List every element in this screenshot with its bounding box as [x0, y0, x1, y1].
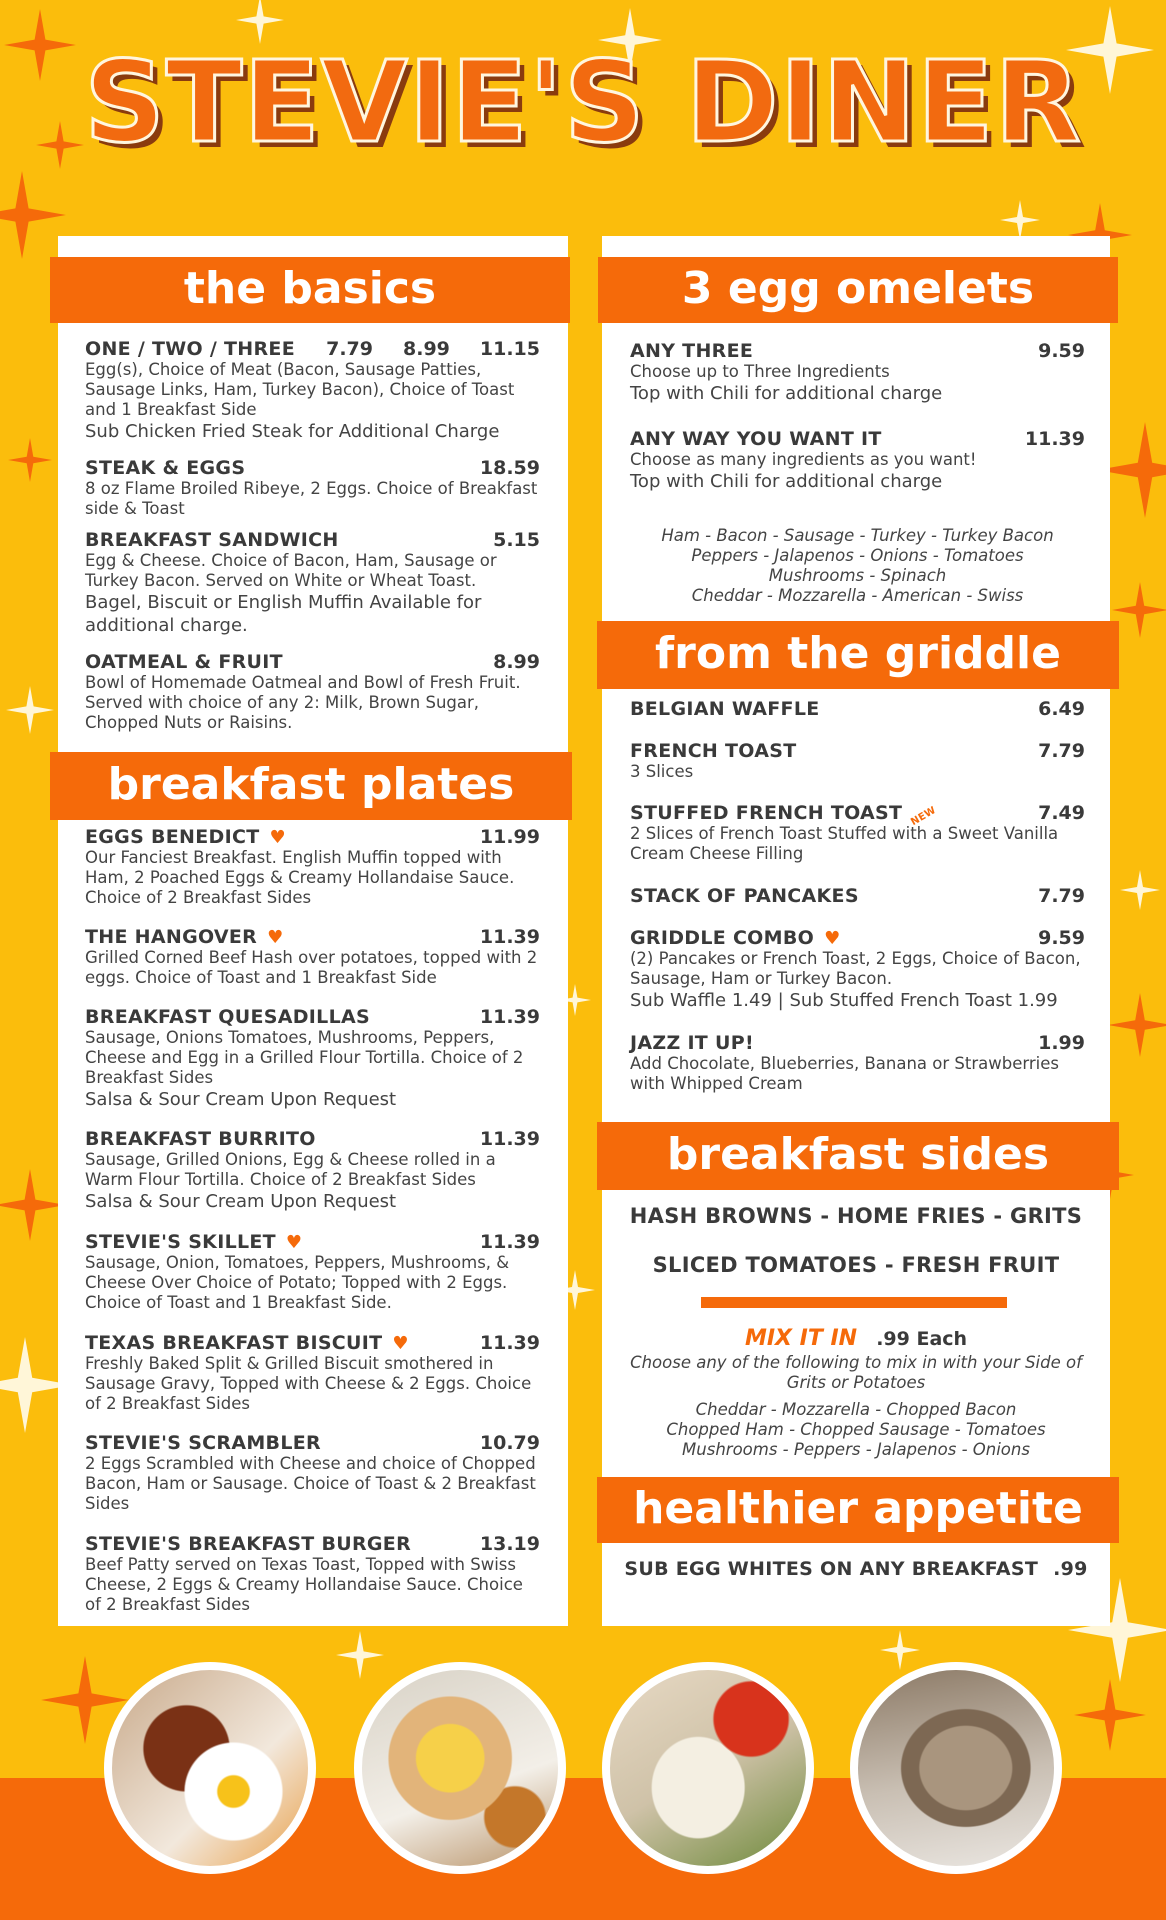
menu-item-griddle-combo — [630, 927, 1085, 1012]
healthier-text: SUB EGG WHITES ON ANY BREAKFAST — [624, 1558, 1039, 1580]
plates-header: breakfast plates — [50, 752, 572, 820]
menu-item-breakfast-quesadillas — [85, 1006, 540, 1111]
menu-item-steak-eggs — [85, 457, 540, 519]
item-description: Sausage, Grilled Onions, Egg & Cheese rolled in a Warm Flour Tortilla. Choice of 2 Breakfast Sides — [85, 1150, 496, 1189]
item-price-three: 11.15 — [479, 338, 540, 360]
item-note: Top with Chili for additional charge — [630, 471, 943, 492]
item-price: 9.59 — [1038, 340, 1085, 362]
item-description: 8 oz Flame Broiled Ribeye, 2 Eggs. Choice of Breakfast side & Toast — [85, 479, 538, 518]
item-price: 11.39 — [479, 1006, 540, 1028]
mix-it-in-title: MIX IT IN — [744, 1326, 858, 1351]
item-price: 9.59 — [1038, 927, 1085, 949]
healthier-price: .99 — [1053, 1558, 1088, 1580]
new-badge: NEW — [909, 804, 939, 829]
item-description: Sausage, Onion, Tomatoes, Peppers, Mushrooms, & Cheese Over Choice of Potato; Topped with 2 Eggs. Choice of Toast and 1 Breakfast Side. — [85, 1253, 510, 1312]
item-note: Salsa & Sour Cream Upon Request — [85, 1089, 397, 1110]
item-name: JAZZ IT UP! — [630, 1032, 754, 1054]
griddle-header: from the griddle — [597, 621, 1119, 689]
menu-item-any-way-you-want-it — [630, 428, 1085, 493]
item-note: Sub Waffle 1.49 | Sub Stuffed French Toast 1.99 — [630, 990, 1058, 1011]
item-note: Sub Chicken Fried Steak for Additional Charge — [85, 421, 500, 442]
item-description: Choose up to Three Ingredients — [630, 362, 890, 381]
sides-line-2: SLICED TOMATOES - FRESH FRUIT — [652, 1253, 1060, 1277]
item-description: Freshly Baked Split & Grilled Biscuit smothered in Sausage Gravy, Topped with Cheese & 2 Eggs. Choice of 2 Breakfast Sides — [85, 1354, 532, 1413]
breakfast-sandwich-photo — [354, 1662, 566, 1874]
mix-item-line: Cheddar - Mozzarella - Chopped Bacon — [695, 1400, 1017, 1419]
menu-item-stevies-breakfast-burger — [85, 1533, 540, 1615]
menu-item-eggs-benedict — [85, 826, 540, 908]
healthier-header: healthier appetite — [597, 1477, 1119, 1543]
sides-header: breakfast sides — [597, 1122, 1119, 1190]
menu-item-breakfast-burrito — [85, 1128, 540, 1213]
item-name: STEVIE'S SKILLET — [85, 1231, 276, 1253]
mix-it-in-heading — [602, 1326, 1110, 1351]
item-name: ANY THREE — [630, 340, 754, 362]
item-price: 11.39 — [479, 1231, 540, 1253]
item-description: (2) Pancakes or French Toast, 2 Eggs, Choice of Bacon, Sausage, Ham or Turkey Bacon. — [630, 949, 1081, 988]
menu-item-texas-breakfast-biscuit — [85, 1332, 540, 1414]
menu-item-french-toast — [630, 740, 1085, 782]
healthier-line — [602, 1558, 1110, 1580]
item-name: STACK OF PANCAKES — [630, 885, 859, 907]
item-name: BELGIAN WAFFLE — [630, 698, 820, 720]
item-name: BREAKFAST SANDWICH — [85, 529, 339, 551]
item-name: STEAK & EGGS — [85, 457, 246, 479]
menu-item-oatmeal-fruit — [85, 651, 540, 733]
menu-item-any-three — [630, 340, 1085, 405]
heart-icon: ♥ — [269, 827, 286, 848]
item-description: Add Chocolate, Blueberries, Banana or Strawberries with Whipped Cream — [630, 1054, 1059, 1093]
item-description: Our Fanciest Breakfast. English Muffin topped with Ham, 2 Poached Eggs & Creamy Hollandaise Sauce. Choice of 2 Breakfast Sides — [85, 848, 515, 907]
item-price: 7.79 — [1038, 740, 1085, 762]
ingredient-line: Peppers - Jalapenos - Onions - Tomatoes — [691, 546, 1024, 565]
mix-item-line: Chopped Ham - Chopped Sausage - Tomatoes — [666, 1420, 1046, 1439]
item-name: THE HANGOVER — [85, 926, 258, 948]
item-price: 11.39 — [1024, 428, 1085, 450]
bacon-eggs-photo — [104, 1662, 316, 1874]
item-price: 8.99 — [493, 651, 540, 673]
item-price: 13.19 — [479, 1533, 540, 1555]
item-price: 10.79 — [479, 1432, 540, 1454]
item-price: 11.39 — [479, 1128, 540, 1150]
item-name: STEVIE'S BREAKFAST BURGER — [85, 1533, 412, 1555]
item-name: OATMEAL & FRUIT — [85, 651, 283, 673]
menu-item-the-hangover — [85, 926, 540, 988]
item-price: 11.39 — [479, 1332, 540, 1354]
item-name: GRIDDLE COMBO — [630, 927, 815, 949]
diner-title: STEVIE'S DINER — [84, 38, 1082, 168]
divider — [701, 1297, 1007, 1308]
menu-item-stevies-skillet — [85, 1231, 540, 1313]
mix-it-in-price: .99 Each — [876, 1328, 968, 1350]
item-price: 1.99 — [1038, 1032, 1085, 1054]
sides-line-1: HASH BROWNS - HOME FRIES - GRITS — [629, 1204, 1083, 1228]
heart-icon: ♥ — [285, 1232, 303, 1253]
ingredient-line: Ham - Bacon - Sausage - Turkey - Turkey Bacon — [661, 526, 1054, 545]
menu-item-belgian-waffle — [630, 698, 1085, 720]
item-name: BREAKFAST QUESADILLAS — [85, 1006, 370, 1028]
item-name: ANY WAY YOU WANT IT — [630, 428, 882, 450]
menu-item-stevies-scrambler — [85, 1432, 540, 1514]
item-name: ONE / TWO / THREE — [85, 338, 295, 360]
heart-icon: ♥ — [824, 928, 841, 949]
item-note: Top with Chili for additional charge — [630, 383, 943, 404]
item-name: EGGS BENEDICT — [85, 826, 260, 848]
item-price: 11.99 — [479, 826, 540, 848]
item-price: 5.15 — [493, 529, 540, 551]
item-note: Bagel, Biscuit or English Muffin Available for additional charge. — [85, 592, 482, 636]
item-name: TEXAS BREAKFAST BISCUIT — [85, 1332, 383, 1354]
omelets-header: 3 egg omelets — [598, 257, 1118, 323]
item-description: Grilled Corned Beef Hash over potatoes, topped with 2 eggs. Choice of Toast and 1 Breakfast Side — [85, 948, 538, 987]
item-price-one: 7.79 — [326, 338, 373, 360]
item-description: 3 Slices — [630, 762, 694, 781]
item-description: Egg(s), Choice of Meat (Bacon, Sausage Patties, Sausage Links, Ham, Turkey Bacon), Choice of Toast and 1 Breakfast Side — [85, 360, 515, 419]
menu-item-stuffed-french-toast — [630, 802, 1085, 864]
item-note: Salsa & Sour Cream Upon Request — [85, 1191, 397, 1212]
mix-it-in-description: Choose any of the following to mix in with your Side of Grits or Potatoes — [630, 1353, 1082, 1392]
item-name: STUFFED FRENCH TOAST — [630, 802, 903, 824]
ingredient-line: Cheddar - Mozzarella - American - Swiss — [691, 586, 1024, 605]
item-description: Egg & Cheese. Choice of Bacon, Ham, Sausage or Turkey Bacon. Served on White or Wheat Toast. — [85, 551, 497, 590]
item-price: 11.39 — [479, 926, 540, 948]
heart-icon: ♥ — [267, 927, 284, 948]
item-price: 6.49 — [1038, 698, 1085, 720]
menu-item-breakfast-sandwich — [85, 529, 540, 637]
ingredient-line: Mushrooms - Spinach — [768, 566, 947, 585]
omelet-photo — [602, 1662, 814, 1874]
mix-it-in-items — [610, 1400, 1102, 1460]
item-description: 2 Slices of French Toast Stuffed with a Sweet Vanilla Cream Cheese Filling — [630, 824, 1059, 863]
mix-item-line: Mushrooms - Peppers - Jalapenos - Onions — [682, 1440, 1030, 1459]
omelet-ingredients — [620, 526, 1095, 606]
item-name: FRENCH TOAST — [630, 740, 797, 762]
item-description: 2 Eggs Scrambled with Cheese and choice of Chopped Bacon, Ham or Sausage. Choice of Toast & 2 Breakfast Sides — [85, 1454, 536, 1513]
item-name: BREAKFAST BURRITO — [85, 1128, 316, 1150]
menu-item-jazz-it-up — [630, 1032, 1085, 1094]
muffin-photo — [850, 1662, 1062, 1874]
item-price: 7.49 — [1038, 802, 1085, 824]
menu-item-one-two-three — [85, 338, 540, 443]
basics-header: the basics — [50, 257, 570, 323]
item-description: Bowl of Homemade Oatmeal and Bowl of Fresh Fruit. Served with choice of any 2: Milk, Brown Sugar, Chopped Nuts or Raisins. — [85, 673, 521, 732]
item-description: Sausage, Onions Tomatoes, Mushrooms, Peppers, Cheese and Egg in a Grilled Flour Tortilla. Choice of 2 Breakfast Sides — [85, 1028, 524, 1087]
item-description: Choose as many ingredients as you want! — [630, 450, 977, 469]
menu-item-stack-of-pancakes — [630, 885, 1085, 907]
item-price: 7.79 — [1038, 885, 1085, 907]
item-price: 18.59 — [479, 457, 540, 479]
heart-icon: ♥ — [392, 1333, 409, 1354]
item-name: STEVIE'S SCRAMBLER — [85, 1432, 321, 1454]
item-description: Beef Patty served on Texas Toast, Topped with Swiss Cheese, 2 Eggs & Creamy Hollandaise Sauce. Choice of 2 Breakfast Sides — [85, 1555, 523, 1614]
item-price-two: 8.99 — [403, 338, 450, 360]
